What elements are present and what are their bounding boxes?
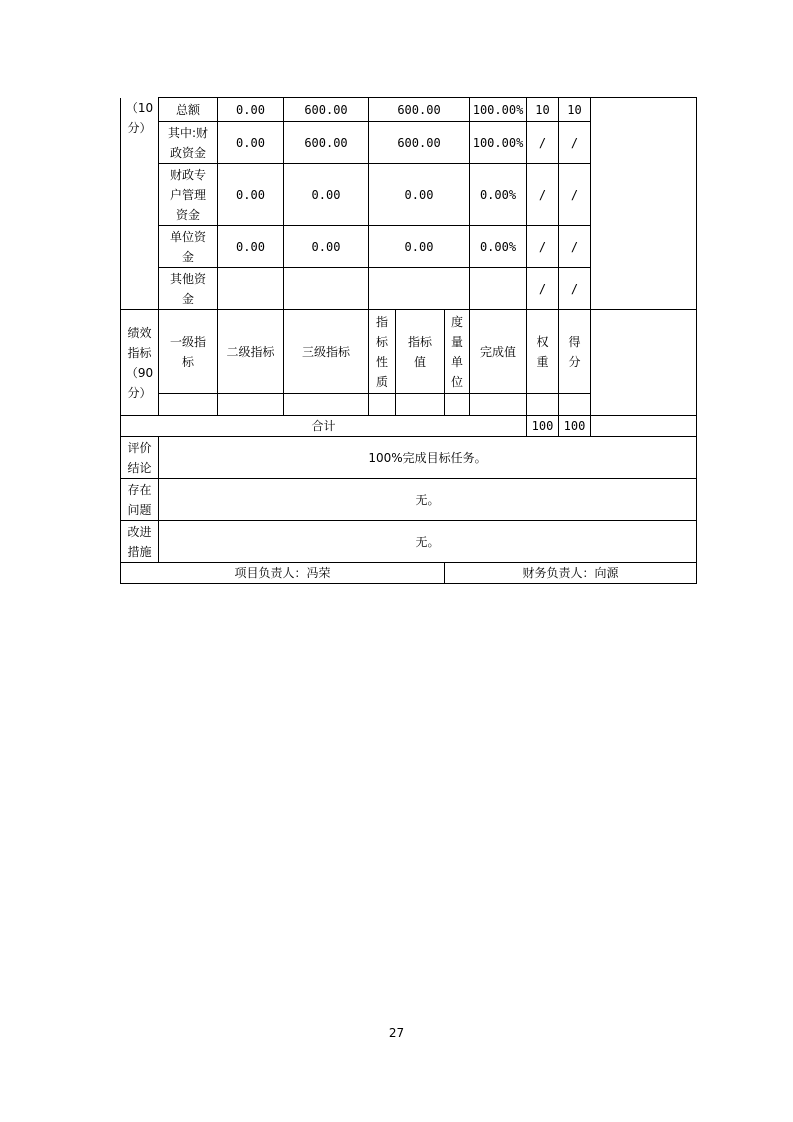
empty-cell (369, 394, 396, 416)
funds-row-total (121, 98, 697, 122)
improvements-label: 改进 措施 (121, 521, 159, 563)
funds-row-label: 单位资 金 (159, 226, 218, 268)
funds-weight: / (527, 122, 559, 164)
improvements-text: 无。 (159, 521, 697, 563)
funds-cell: 0.00 (218, 226, 284, 268)
funds-cell: 600.00 (369, 122, 470, 164)
problems-text: 无。 (159, 479, 697, 521)
total-weight: 100 (527, 416, 559, 437)
funds-cell: 0.00 (369, 226, 470, 268)
page-number: 27 (388, 1026, 405, 1040)
empty-cell (159, 394, 218, 416)
header-unit: 度 量 单 位 (445, 310, 470, 394)
indicator-section-label: 绩效 指标 （90 分） (121, 310, 159, 416)
indicator-blank-column (591, 310, 697, 416)
evaluation-row (121, 437, 697, 479)
total-label: 合计 (121, 416, 527, 437)
evaluation-label: 评价 结论 (121, 437, 159, 479)
funds-rate: 0.00% (470, 164, 527, 226)
performance-evaluation-form (120, 97, 696, 584)
finance-lead: 财务负责人：向源 (445, 563, 697, 584)
header-weight: 权 重 (527, 310, 559, 394)
funds-cell: 0.00 (284, 226, 369, 268)
funds-score: / (559, 122, 591, 164)
funds-row-label: 其他资 金 (159, 268, 218, 310)
evaluation-text: 100%完成目标任务。 (159, 437, 697, 479)
funds-score: / (559, 268, 591, 310)
funds-score: / (559, 164, 591, 226)
funds-rate: 0.00% (470, 226, 527, 268)
header-level2: 二级指标 (218, 310, 284, 394)
empty-cell (445, 394, 470, 416)
total-score: 100 (559, 416, 591, 437)
total-row (121, 416, 697, 437)
funds-cell: 600.00 (284, 122, 369, 164)
total-blank (591, 416, 697, 437)
signature-row (121, 563, 697, 584)
empty-cell (396, 394, 445, 416)
evaluation-table (120, 97, 697, 584)
problems-row (121, 479, 697, 521)
funds-blank-column (591, 98, 697, 310)
funds-cell (284, 268, 369, 310)
problems-label: 存在 问题 (121, 479, 159, 521)
funds-cell: 0.00 (284, 164, 369, 226)
funds-row-label: 总额 (159, 98, 218, 122)
header-level3: 三级指标 (284, 310, 369, 394)
funds-cell: 0.00 (218, 122, 284, 164)
funds-cell (369, 268, 470, 310)
funds-weight: / (527, 164, 559, 226)
funds-cell: 0.00 (218, 98, 284, 122)
funds-rate (470, 268, 527, 310)
empty-cell (284, 394, 369, 416)
funds-cell: 600.00 (284, 98, 369, 122)
funds-section-label: （10 分） (121, 98, 159, 310)
empty-cell (470, 394, 527, 416)
funds-score: / (559, 226, 591, 268)
funds-cell: 600.00 (369, 98, 470, 122)
header-level1: 一级指 标 (159, 310, 218, 394)
funds-rate: 100.00% (470, 122, 527, 164)
funds-weight: 10 (527, 98, 559, 122)
indicator-header-row (121, 310, 697, 394)
funds-weight: / (527, 268, 559, 310)
funds-cell (218, 268, 284, 310)
funds-weight: / (527, 226, 559, 268)
header-completed: 完成值 (470, 310, 527, 394)
empty-cell (559, 394, 591, 416)
project-lead: 项目负责人：冯荣 (121, 563, 445, 584)
funds-cell: 0.00 (218, 164, 284, 226)
empty-cell (218, 394, 284, 416)
header-score: 得 分 (559, 310, 591, 394)
funds-row-label: 财政专 户管理 资金 (159, 164, 218, 226)
funds-cell: 0.00 (369, 164, 470, 226)
funds-row-label: 其中:财 政资金 (159, 122, 218, 164)
improvements-row (121, 521, 697, 563)
funds-rate: 100.00% (470, 98, 527, 122)
funds-score: 10 (559, 98, 591, 122)
header-value: 指标 值 (396, 310, 445, 394)
empty-cell (527, 394, 559, 416)
header-nature: 指 标 性 质 (369, 310, 396, 394)
